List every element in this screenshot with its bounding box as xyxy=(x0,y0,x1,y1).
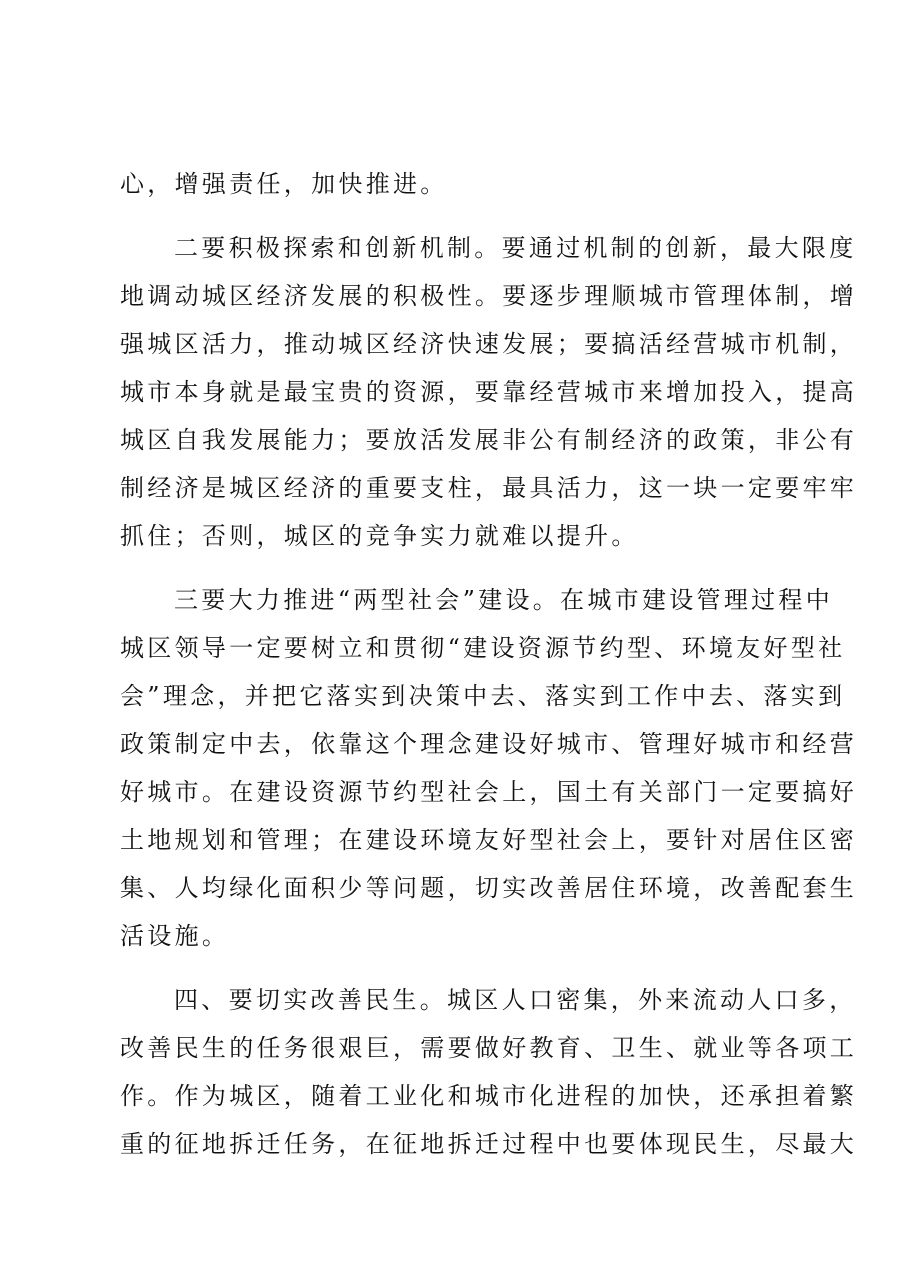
text-line: 土地规划和管理；在建设环境友好型社会上，要针对居住区密 xyxy=(120,826,858,854)
text-line: 心，增强责任，加快推进。 xyxy=(120,170,448,198)
text-line: 四、要切实改善民生。城区人口密集，外来流动人口多， xyxy=(174,986,857,1014)
text-line: 改善民生的任务很艰巨，需要做好教育、卫生、就业等各项工 xyxy=(120,1034,858,1062)
text-line: 二要积极探索和创新机制。要通过机制的创新，最大限度 xyxy=(174,234,857,262)
paragraph-gap xyxy=(120,560,794,576)
text-line: 政策制定中去，依靠这个理念建设好城市、管理好城市和经营 xyxy=(120,730,858,758)
text-line: 三要大力推进“两型社会”建设。在城市建设管理过程中 xyxy=(174,586,834,614)
body-text xyxy=(120,160,858,1168)
text-line: 制经济是城区经济的重要支柱，最具活力，这一块一定要牢牢 xyxy=(120,474,858,502)
text-line: 集、人均绿化面积少等问题，切实改善居住环境，改善配套生 xyxy=(120,874,858,902)
paragraph-gap xyxy=(120,208,794,224)
text-line: 抓住；否则，城区的竞争实力就难以提升。 xyxy=(120,522,639,550)
text-line: 地调动城区经济发展的积极性。要逐步理顺城市管理体制，增 xyxy=(120,282,858,310)
text-line: 好城市。在建设资源节约型社会上，国土有关部门一定要搞好 xyxy=(120,778,858,806)
text-line: 重的征地拆迁任务，在征地拆迁过程中也要体现民生，尽最大 xyxy=(120,1130,858,1158)
text-line: 城市本身就是最宝贵的资源，要靠经营城市来增加投入，提高 xyxy=(120,378,858,406)
text-line: 城区领导一定要树立和贯彻“建设资源节约型、环境友好型社 xyxy=(120,634,846,662)
text-line: 城区自我发展能力；要放活发展非公有制经济的政策，非公有 xyxy=(120,426,858,454)
text-line: 会”理念，并把它落实到决策中去、落实到工作中去、落实到 xyxy=(120,682,846,710)
text-line: 活设施。 xyxy=(120,922,230,950)
text-line: 作。作为城区，随着工业化和城市化进程的加快，还承担着繁 xyxy=(120,1082,858,1110)
paragraph-gap xyxy=(120,960,794,976)
text-line: 强城区活力，推动城区经济快速发展；要搞活经营城市机制， xyxy=(120,330,858,358)
